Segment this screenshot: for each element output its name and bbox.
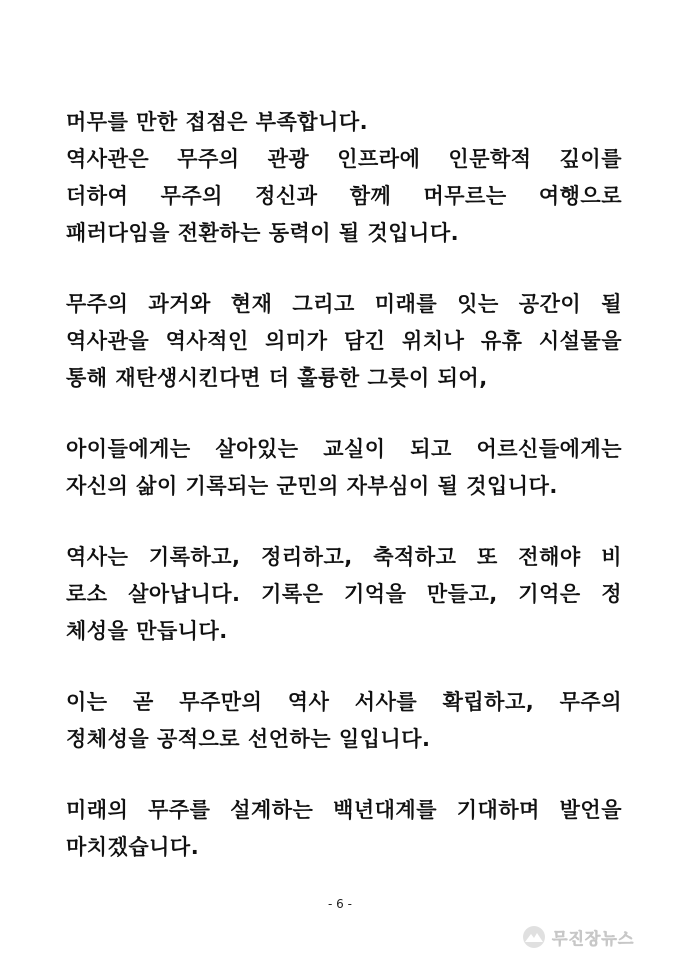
text-line: 자신의 삶이 기록되는 군민의 자부심이 될 것입니다. [66,474,558,498]
text-line: 체성을 만듭니다. [66,619,228,643]
text-line: 마치겠습니다. [66,835,200,859]
page-number: - 6 - [328,897,352,911]
text-line: 더하여 무주의 정신과 함께 머무르는 여행으로 [66,184,622,208]
text-line: 무주의 과거와 현재 그리고 미래를 잇는 공간이 될 [66,292,622,316]
paragraph-5 [66,684,622,758]
text-line: 머무를 만한 접점은 부족합니다. [66,110,369,134]
text-line: 역사관을 역사적인 의미가 담긴 위치나 유휴 시설물을 [66,329,622,353]
paragraph-4 [66,539,622,650]
paragraph-3 [66,431,622,505]
text-line: 아이들에게는 살아있는 교실이 되고 어르신들에게는 [66,437,622,461]
text-line: 이는 곧 무주만의 역사 서사를 확립하고, 무주의 [66,690,622,714]
text-line: 통해 재탄생시킨다면 더 훌륭한 그릇이 되어, [66,366,488,390]
document-body [66,104,622,900]
watermark [522,922,672,952]
text-line: 역사관은 무주의 관광 인프라에 인문학적 깊이를 [66,147,622,171]
paragraph-2 [66,286,622,397]
text-line: 역사는 기록하고, 정리하고, 축적하고 또 전해야 비 [66,545,622,569]
mountain-logo-icon [522,925,546,949]
text-line: 로소 살아납니다. 기록은 기억을 만들고, 기억은 정 [66,582,622,606]
watermark-text: 무진장뉴스 [552,928,635,948]
paragraph-1 [66,104,622,252]
paragraph-6 [66,792,622,866]
text-line: 미래의 무주를 설계하는 백년대계를 기대하며 발언을 [66,798,622,822]
text-line: 정체성을 공적으로 선언하는 일입니다. [66,727,431,751]
text-line: 패러다임을 전환하는 동력이 될 것입니다. [66,221,460,245]
